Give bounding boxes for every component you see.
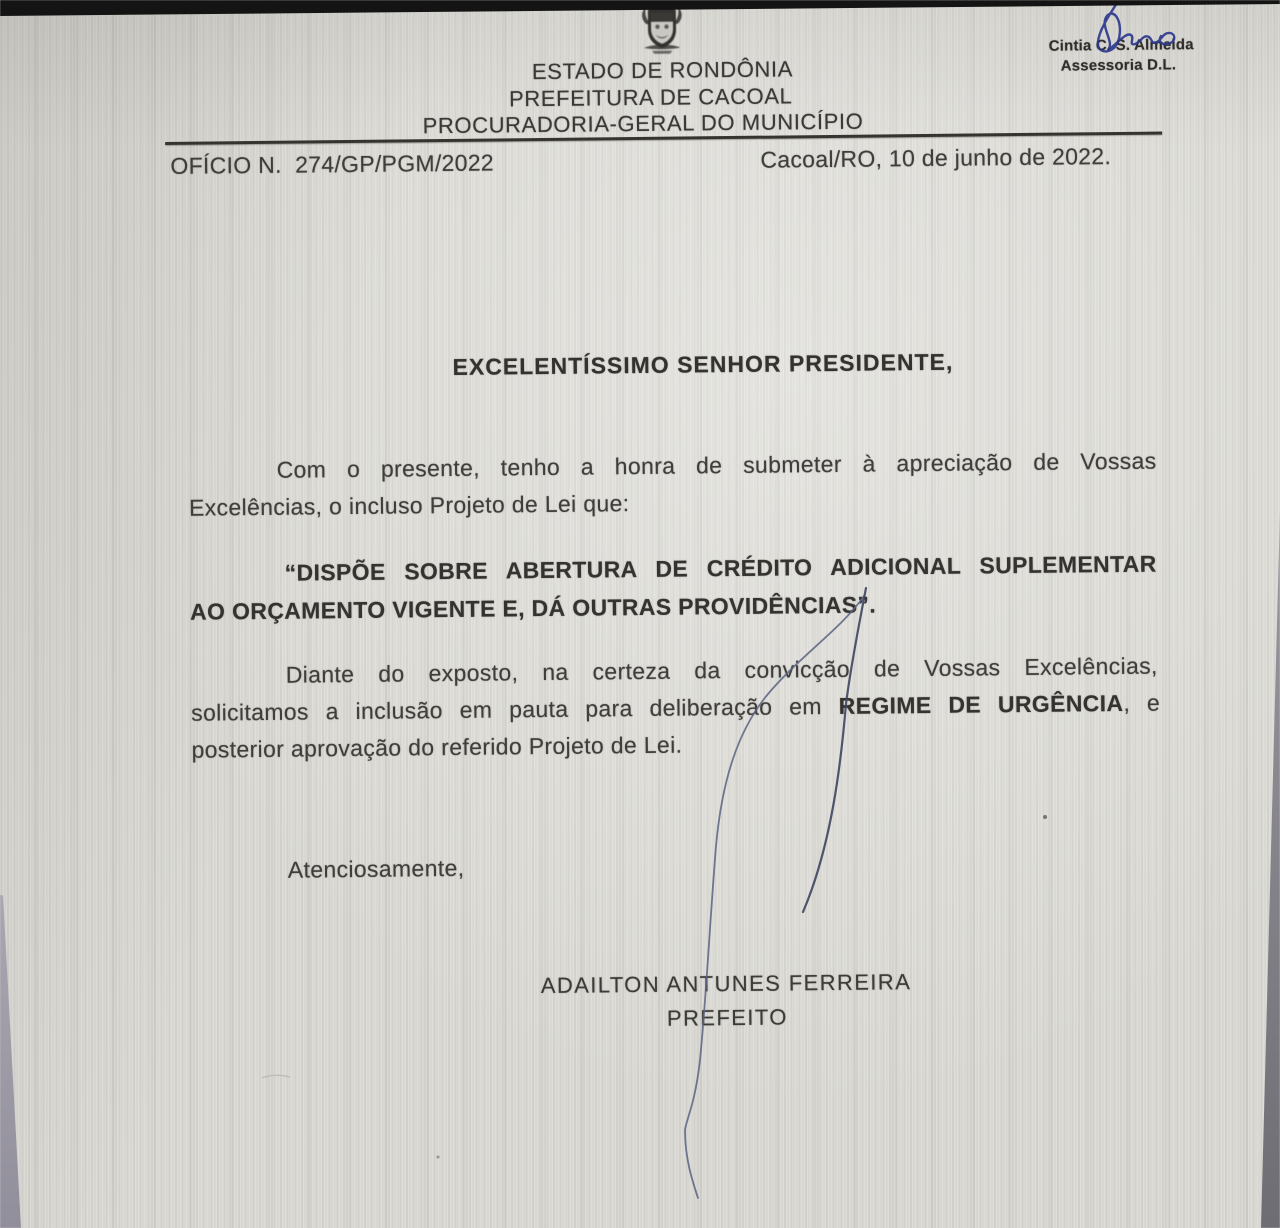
closing: Atenciosamente, (287, 854, 465, 883)
paragraph2-line1: Diante do exposto, na certeza da convicção de Vossas Excelências, (285, 652, 1158, 688)
salutation: EXCELENTÍSSIMO SENHOR PRESIDENTE, (452, 348, 954, 380)
org-line-city: PREFEITURA DE CACOAL (508, 83, 793, 112)
oficio-number: OFÍCIO N. 274/GP/PGM/2022 (170, 149, 495, 179)
stamp-name: Cintia C. S. Almeida (1048, 36, 1194, 55)
org-line-state: ESTADO DE RONDÔNIA (531, 56, 794, 85)
urgency-emphasis: REGIME DE URGÊNCIA (838, 689, 1124, 719)
signer-name: ADAILTON ANTUNES FERREIRA (540, 969, 912, 999)
paragraph2-line2-tail: , e (1123, 689, 1161, 716)
paragraph2-line2-text: solicitamos a inclusão em pauta para deliberação em (191, 692, 839, 726)
paragraph1-line1: Com o presente, tenho a honra de submeter à apreciação de Vossas (276, 447, 1157, 483)
quote-line2: AO ORÇAMENTO VIGENTE E, DÁ OUTRAS PROVIDÊNCIAS”. (189, 591, 877, 625)
paragraph2-line2 (191, 690, 1160, 727)
signer-title: PREFEITO (666, 1004, 788, 1031)
place-date: Cacoal/RO, 10 de junho de 2022. (760, 143, 1112, 173)
quote-line1: “DISPÕE SOBRE ABERTURA DE CRÉDITO ADICIONAL SUPLEMENTAR (284, 550, 1157, 586)
stamp-role: Assessoria D.L. (1060, 56, 1177, 75)
org-line-department: PROCURADORIA-GERAL DO MUNICÍPIO (422, 108, 864, 139)
paragraph2-line3: posterior aprovação do referido Projeto de Lei. (191, 731, 683, 763)
paragraph1-line2: Excelências, o incluso Projeto de Lei que: (188, 490, 630, 521)
